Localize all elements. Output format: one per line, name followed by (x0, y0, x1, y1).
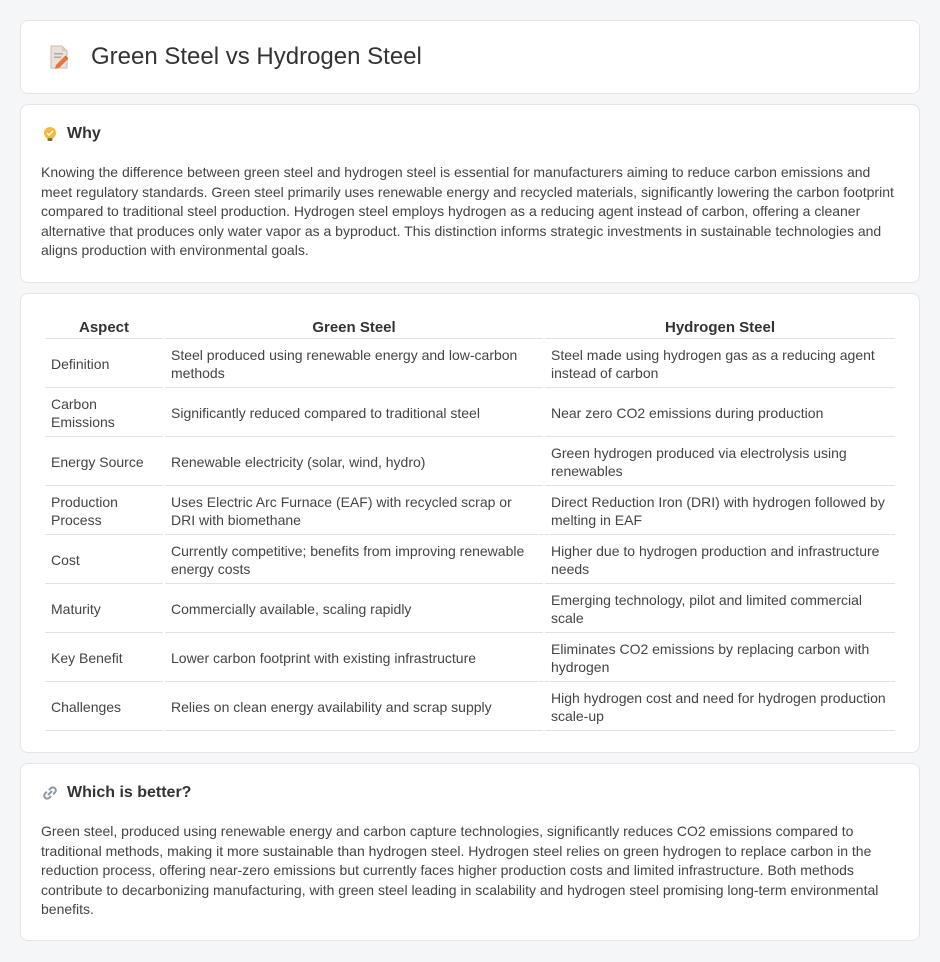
hydrogen-steel-cell: Green hydrogen produced via electrolysis using renewables (545, 439, 895, 486)
comparison-table (43, 314, 897, 733)
green-steel-cell: Renewable electricity (solar, wind, hydro) (165, 439, 543, 486)
aspect-cell: Production Process (45, 488, 163, 535)
why-title: Why (67, 125, 101, 142)
table-row (45, 684, 895, 731)
which-is-better-section (20, 763, 920, 941)
document-pencil-icon (45, 43, 73, 71)
table-row (45, 586, 895, 633)
table-row (45, 390, 895, 437)
why-text: Knowing the difference between green steel and hydrogen steel is essential for manufacturers aiming to reduce carbon emissions and meet regulatory standards. Green steel primarily uses renewable energy and recycled materials, significantly lowering the carbon footprint compared to traditional steel production. Hydrogen steel employs hydrogen as a reducing agent instead of carbon, offering a cleaner alternative that produces only water vapor as a byproduct. This distinction informs strategic investments in sustainable technologies and aligns production with environmental goals. (41, 164, 894, 259)
green-steel-cell: Steel produced using renewable energy and low-carbon methods (165, 341, 543, 388)
aspect-cell: Challenges (45, 684, 163, 731)
aspect-cell: Cost (45, 537, 163, 584)
table-header-row (45, 316, 895, 339)
hydrogen-steel-cell: Eliminates CO2 emissions by replacing carbon with hydrogen (545, 635, 895, 682)
table-row (45, 341, 895, 388)
aspect-cell: Definition (45, 341, 163, 388)
green-steel-cell: Lower carbon footprint with existing infrastructure (165, 635, 543, 682)
header-aspect: Aspect (45, 316, 163, 339)
hydrogen-steel-cell: Higher due to hydrogen production and infrastructure needs (545, 537, 895, 584)
aspect-cell: Key Benefit (45, 635, 163, 682)
aspect-cell: Carbon Emissions (45, 390, 163, 437)
green-steel-cell: Uses Electric Arc Furnace (EAF) with recycled scrap or DRI with biomethane (165, 488, 543, 535)
better-title: Which is better? (67, 784, 192, 801)
hydrogen-steel-cell: Emerging technology, pilot and limited commercial scale (545, 586, 895, 633)
table-row (45, 537, 895, 584)
light-bulb-icon (41, 125, 59, 143)
comparison-table-card (20, 293, 920, 753)
hydrogen-steel-cell: High hydrogen cost and need for hydrogen production scale-up (545, 684, 895, 731)
link-icon (41, 784, 59, 802)
why-section (20, 104, 920, 283)
better-text: Green steel, produced using renewable energy and carbon capture technologies, significantly reduces CO2 emissions compared to traditional methods, making it more sustainable than hydrogen steel. Hydrogen steel relies on green hydrogen to replace carbon in the reduction process, offering near-zero emissions but currently faces higher production costs and limited infrastructure. Both methods contribute to decarbonizing manufacturing, with green steel leading in scalability and hydrogen steel promising long-term environmental benefits. (41, 823, 879, 918)
better-heading (41, 784, 899, 802)
header-hydrogen-steel: Hydrogen Steel (545, 316, 895, 339)
green-steel-cell: Currently competitive; benefits from improving renewable energy costs (165, 537, 543, 584)
hydrogen-steel-cell: Direct Reduction Iron (DRI) with hydrogen followed by melting in EAF (545, 488, 895, 535)
table-row (45, 635, 895, 682)
title-card (20, 20, 920, 94)
header-green-steel: Green Steel (165, 316, 543, 339)
aspect-cell: Energy Source (45, 439, 163, 486)
hydrogen-steel-cell: Near zero CO2 emissions during production (545, 390, 895, 437)
aspect-cell: Maturity (45, 586, 163, 633)
hydrogen-steel-cell: Steel made using hydrogen gas as a reducing agent instead of carbon (545, 341, 895, 388)
green-steel-cell: Relies on clean energy availability and scrap supply (165, 684, 543, 731)
green-steel-cell: Commercially available, scaling rapidly (165, 586, 543, 633)
why-heading (41, 125, 899, 143)
green-steel-cell: Significantly reduced compared to traditional steel (165, 390, 543, 437)
table-row (45, 439, 895, 486)
page-title: Green Steel vs Hydrogen Steel (91, 43, 422, 70)
table-row (45, 488, 895, 535)
